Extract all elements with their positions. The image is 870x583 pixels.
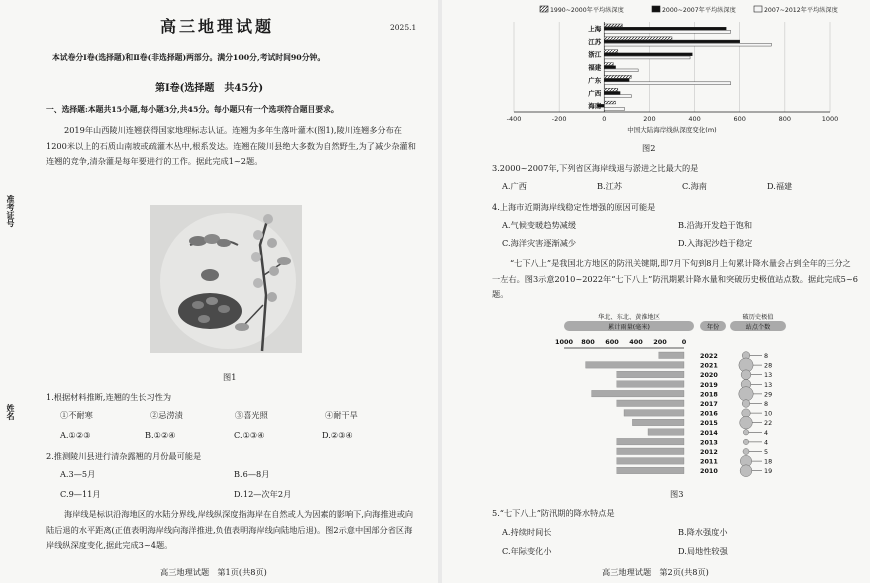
q1-item: ③喜光照 [235, 410, 268, 420]
rain-bar-2013 [617, 438, 684, 445]
station-count: 22 [764, 419, 773, 428]
year-label: 2019 [700, 380, 718, 389]
q2-option-b[interactable]: B.6—8月 [234, 469, 270, 479]
category-label: 福建 [588, 63, 602, 72]
x-tick-label: 600 [605, 338, 619, 346]
q3-option-b[interactable]: B.江苏 [597, 181, 622, 191]
station-circle-2017 [742, 400, 750, 408]
station-count: 4 [764, 428, 769, 437]
year-label: 2021 [700, 361, 718, 370]
year-label: 2020 [700, 371, 718, 380]
station-count: 8 [764, 352, 769, 360]
category-label: 浙江 [588, 50, 602, 59]
rain-bar-2014 [648, 429, 684, 436]
q1-item: ②忌涝渍 [150, 410, 183, 420]
category-label: 江苏 [588, 37, 602, 46]
q3-option-d[interactable]: D.福建 [767, 181, 793, 191]
exam-title: 高三地理试题 [160, 17, 275, 36]
bar-上海-s1 [604, 27, 726, 30]
header-left-title: 华北、东北、黄淮地区 [598, 314, 660, 321]
q3-stem: 3.2000~2007年,下列省区海岸线退与淤进之比最大的是 [492, 163, 699, 173]
rain-bar-2017 [617, 400, 684, 407]
station-circle-2015 [740, 416, 753, 429]
rain-bar-2010 [617, 467, 684, 474]
q1-option-d[interactable]: D.②③④ [322, 430, 353, 440]
q4-option-c[interactable]: C.海洋灾害逐渐减少 [502, 238, 577, 248]
station-circle-2020 [741, 370, 751, 380]
page-1-footer: 高三地理试题 第1页(共8页) [160, 567, 267, 577]
bar-江苏-s2 [604, 43, 771, 46]
x-tick-label: 200 [643, 115, 656, 123]
coastline-depth-chart [452, 0, 862, 138]
category-label: 广西 [588, 89, 602, 98]
forsythia-illustration [150, 205, 302, 353]
station-count: 18 [764, 457, 773, 466]
rainfall-chart [554, 312, 792, 480]
figure-1-caption: 图1 [223, 372, 237, 382]
category-label: 广东 [588, 76, 602, 85]
q3-option-a[interactable]: A.广西 [502, 181, 527, 191]
q5-option-d[interactable]: D.局地性较强 [678, 546, 728, 556]
q5-stem: 5.“七下八上”防汛期的降水特点是 [492, 508, 615, 518]
bar-广东-s0 [604, 75, 631, 78]
exam-number-label: 准考证号 [6, 195, 16, 227]
x-axis-title: 中国大陆海岸线纵深度变化(m) [627, 126, 717, 134]
figure-2-caption: 图2 [642, 143, 656, 153]
station-count: 8 [764, 400, 769, 408]
q5-option-c[interactable]: C.年际变化小 [502, 546, 552, 556]
bar-上海-s2 [604, 30, 730, 33]
station-count: 4 [764, 438, 769, 447]
q1-option-b[interactable]: B.①②④ [145, 430, 176, 440]
bar-广东-s1 [604, 79, 629, 82]
header-right-sub: 站点个数 [745, 324, 771, 331]
rain-bar-2012 [617, 448, 684, 455]
station-circle-2012 [743, 448, 749, 454]
bar-广西-s1 [604, 91, 620, 94]
bar-浙江-s0 [604, 50, 618, 53]
bar-海南-s0 [604, 101, 615, 104]
x-tick-label: 200 [653, 338, 667, 346]
q1-item: ④耐干旱 [325, 410, 358, 420]
x-tick-label: 1000 [821, 115, 839, 123]
x-tick-label: 1000 [554, 338, 574, 346]
year-label: 2010 [700, 467, 718, 476]
station-count: 13 [764, 371, 773, 380]
x-tick-label: 0 [602, 115, 607, 123]
q5-option-a[interactable]: A.持续时间长 [502, 527, 552, 537]
x-tick-label: 600 [733, 115, 746, 123]
q2-option-a[interactable]: A.3—5月 [60, 469, 96, 479]
x-tick-label: 800 [581, 338, 595, 346]
station-count: 29 [764, 390, 773, 399]
station-count: 5 [764, 448, 769, 456]
q4-stem: 4.上海市近期海岸线稳定性增强的原因可能是 [492, 202, 656, 212]
bar-上海-s0 [604, 24, 622, 27]
exam-page-2 [442, 0, 870, 583]
bar-浙江-s1 [604, 53, 692, 56]
q4-option-a[interactable]: A.气候变暖趋势减缓 [502, 220, 577, 230]
header-left-sub: 累计雨量(毫米) [608, 324, 650, 331]
bar-广西-s0 [604, 88, 618, 91]
bar-福建-s2 [604, 69, 638, 72]
year-label: 2017 [700, 400, 718, 408]
x-tick-label: 0 [681, 338, 687, 346]
q1-option-c[interactable]: C.①③④ [234, 430, 265, 440]
q5-option-b[interactable]: B.降水强度小 [678, 527, 728, 537]
bar-海南-s2 [604, 108, 624, 111]
page-2-footer: 高三地理试题 第2页(共8页) [602, 567, 709, 577]
q4-option-b[interactable]: B.沿海开发趋于饱和 [678, 220, 753, 230]
rain-bar-2011 [617, 458, 684, 465]
figure-3-caption: 图3 [670, 489, 684, 499]
year-label: 2022 [700, 352, 718, 360]
q4-option-d[interactable]: D.入海泥沙趋于稳定 [678, 238, 753, 248]
category-label: 上海 [588, 25, 602, 33]
section-title: 第Ⅰ卷(选择题 共45分) [155, 83, 264, 94]
station-count: 28 [764, 361, 773, 370]
legend-label: 2007~2012年平均纵深度 [764, 7, 838, 14]
bar-福建-s0 [604, 63, 613, 66]
year-label: 2016 [700, 409, 718, 418]
header-mid-label: 年份 [706, 324, 720, 331]
exam-intro: 本试卷分Ⅰ卷(选择题)和Ⅱ卷(非选择题)两部分。满分100分,考试时间90分钟。 [52, 53, 326, 62]
station-circle-2013 [743, 439, 748, 444]
station-circle-2016 [742, 409, 751, 418]
rain-bar-2022 [659, 352, 684, 359]
rain-bar-2020 [617, 371, 684, 378]
bar-福建-s1 [604, 66, 615, 69]
q2-option-d[interactable]: D.12—次年2月 [234, 489, 292, 499]
station-count: 10 [764, 409, 773, 418]
year-label: 2011 [700, 457, 718, 466]
year-label: 2018 [700, 390, 718, 399]
header-right-title: 破历史极值 [742, 314, 774, 321]
bar-浙江-s2 [604, 56, 690, 59]
x-tick-label: 800 [778, 115, 792, 123]
passage-1: 2019年山西陵川连翘获得国家地理标志认证。连翘为多年生落叶灌木(图1),陵川连翘多分布在1200米以上的石质山南坡或疏灌木丛中,根系发达。连翘在陵川县绝大多数为自然野生,为了减少杂灌和连翘的竞争,清杂灌是每年要进行的工作。据此完成1~2题。 [46, 125, 416, 166]
rain-bar-2015 [632, 419, 684, 426]
bar-广西-s2 [604, 95, 631, 98]
legend-swatch [754, 6, 762, 12]
station-circle-2018 [739, 387, 754, 402]
bar-广东-s2 [604, 82, 730, 85]
year-label: 2015 [700, 419, 718, 428]
year-label: 2014 [700, 428, 718, 437]
year-label: 2013 [700, 438, 718, 447]
passage-3: “七下八上”是我国北方地区的防汛关键期,即7月下旬到8月上旬累计降水量会占到全年的三分之一左右。图3示意2010~2022年“七下八上”防汛期累计降水量和突破历史极值站点数。据此完成5~6题。 [492, 258, 858, 299]
section-instruction: 一、选择题:本题共15小题,每小题3分,共45分。每小题只有一个选项符合题目要求。 [46, 105, 339, 114]
x-tick-label: -400 [506, 115, 522, 123]
x-tick-label: -200 [551, 115, 567, 123]
bar-江苏-s1 [604, 40, 739, 43]
rain-bar-2018 [592, 390, 684, 397]
legend-label: 2000~2007年平均纵深度 [662, 7, 736, 14]
passage-2: 海岸线是标识沿海地区的水陆分界线,岸线纵深度指海岸在自然或人为因素的影响下,向海推进或向陆后退的水平距离(正值表明海岸线向海洋推进,负值表明海岸线向陆地后退)。图2示意中国部分省区海岸线纵深度变化,据此完成3~4题。 [46, 509, 414, 550]
q2-stem: 2.推测陵川县进行清杂露翘的月份最可能是 [46, 451, 202, 461]
legend-label: 1990~2000年平均纵深度 [550, 7, 624, 14]
q1-option-a[interactable]: A.①②③ [60, 430, 91, 440]
year-label: 2012 [700, 448, 718, 456]
legend-swatch [652, 6, 660, 12]
student-name-label: 姓名 [6, 404, 16, 420]
station-circle-2014 [743, 430, 748, 435]
q1-stem: 1.根据材料推断,连翘的生长习性为 [46, 392, 172, 402]
station-count: 13 [764, 380, 773, 389]
category-label: 海南 [588, 102, 602, 111]
x-tick-label: 400 [629, 338, 643, 346]
bar-江苏-s0 [604, 37, 672, 40]
station-count: 19 [764, 467, 773, 476]
q3-option-c[interactable]: C.海南 [682, 181, 707, 191]
rain-bar-2019 [617, 381, 684, 388]
legend-swatch [540, 6, 548, 12]
station-circle-2010 [740, 465, 752, 477]
rain-bar-2021 [586, 362, 684, 369]
rain-bar-2016 [624, 410, 684, 417]
exam-date: 2025.1 [390, 23, 417, 32]
q2-option-c[interactable]: C.9—11月 [60, 489, 101, 499]
x-tick-label: 400 [688, 115, 701, 123]
q1-item: ①不耐寒 [60, 410, 93, 420]
